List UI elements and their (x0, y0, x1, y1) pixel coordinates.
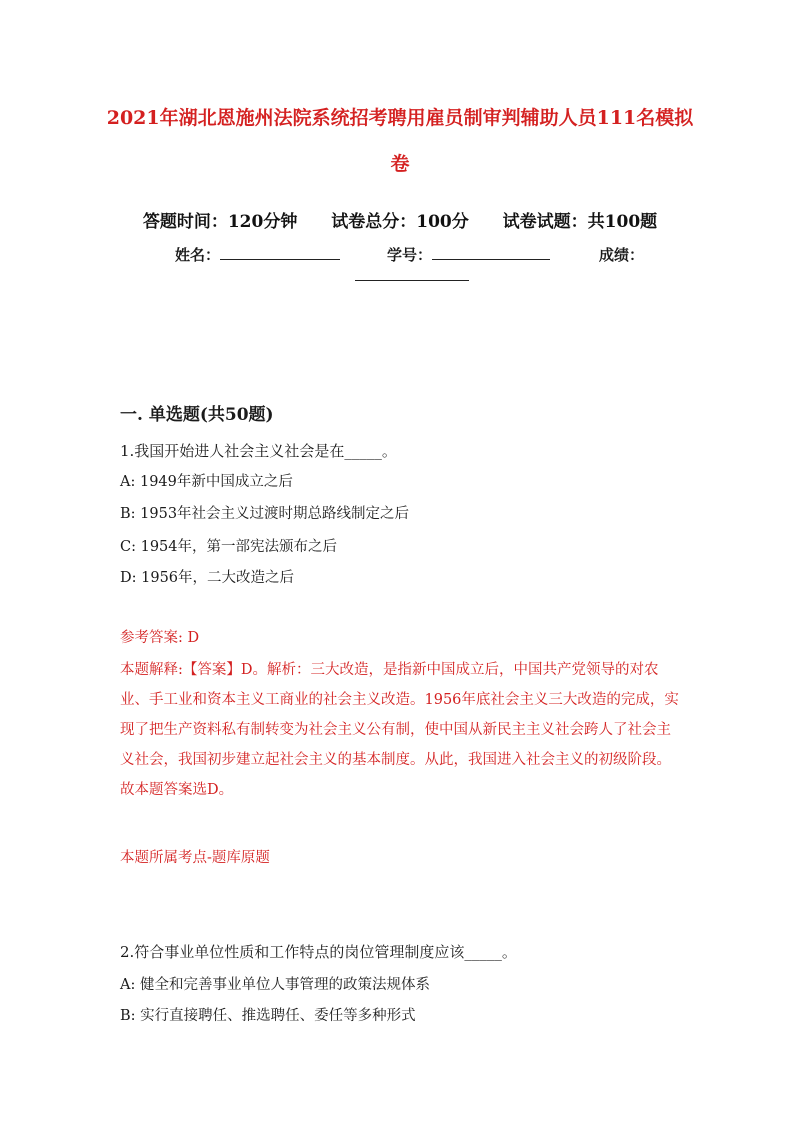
score-field (599, 244, 644, 265)
name-field (175, 244, 340, 265)
exam-total-score: 试卷总分：100分 (331, 212, 469, 232)
id-blank[interactable] (432, 245, 550, 260)
question-1-explanation: 本题解释:【答案】D。解析：三大改造，是指新中国成立后，中国共产党领导的对农业、手工业和资本主义工商业的社会主义改造。1956年底社会主义三大改造的完成，实现了把生产资料私有制转变为社会主义公有制，使中国从新民主主义社会跨人了社会主义社会，我国初步建立起社会主义的基本制度。从此，我国进入社会主义的初级阶段。故本题答案选D。 (120, 662, 679, 798)
score-blank-line (355, 266, 469, 285)
exam-question-count: 试卷试题：共100题 (502, 212, 658, 232)
name-label: 姓名： (175, 246, 221, 264)
question-1-option-d: D: 1956年，二大改造之后 (120, 570, 295, 586)
question-1-option-a: A: 1949年新中国成立之后 (120, 474, 293, 490)
question-2-option-a: A: 健全和完善事业单位人事管理的政策法规体系 (120, 977, 430, 993)
question-2-stem: 2.符合事业单位性质和工作特点的岗位管理制度应该_____。 (120, 943, 517, 961)
exam-meta (0, 207, 800, 232)
question-1-option-c: C: 1954年，第一部宪法颁布之后 (120, 539, 337, 555)
exam-time: 答题时间：120分钟 (142, 212, 298, 232)
question-2-option-b: B: 实行直接聘任、推选聘任、委任等多种形式 (120, 1008, 416, 1024)
score-label: 成绩： (599, 246, 645, 264)
score-blank[interactable] (355, 266, 469, 281)
id-label: 学号： (387, 246, 433, 264)
question-1-point: 本题所属考点-题库原题 (120, 850, 270, 866)
question-1-stem: 1.我国开始进人社会主义社会是在_____。 (120, 442, 397, 460)
question-1-answer: 参考答案: D (120, 630, 200, 646)
question-1-option-b: B: 1953年社会主义过渡时期总路线制定之后 (120, 506, 410, 522)
id-field (387, 244, 550, 265)
document-title: 2021年湖北恩施州法院系统招考聘用雇员制审判辅助人员111名模拟卷 (106, 107, 694, 175)
section-title: 一. 单选题(共50题) (120, 405, 274, 425)
name-blank[interactable] (220, 245, 340, 260)
